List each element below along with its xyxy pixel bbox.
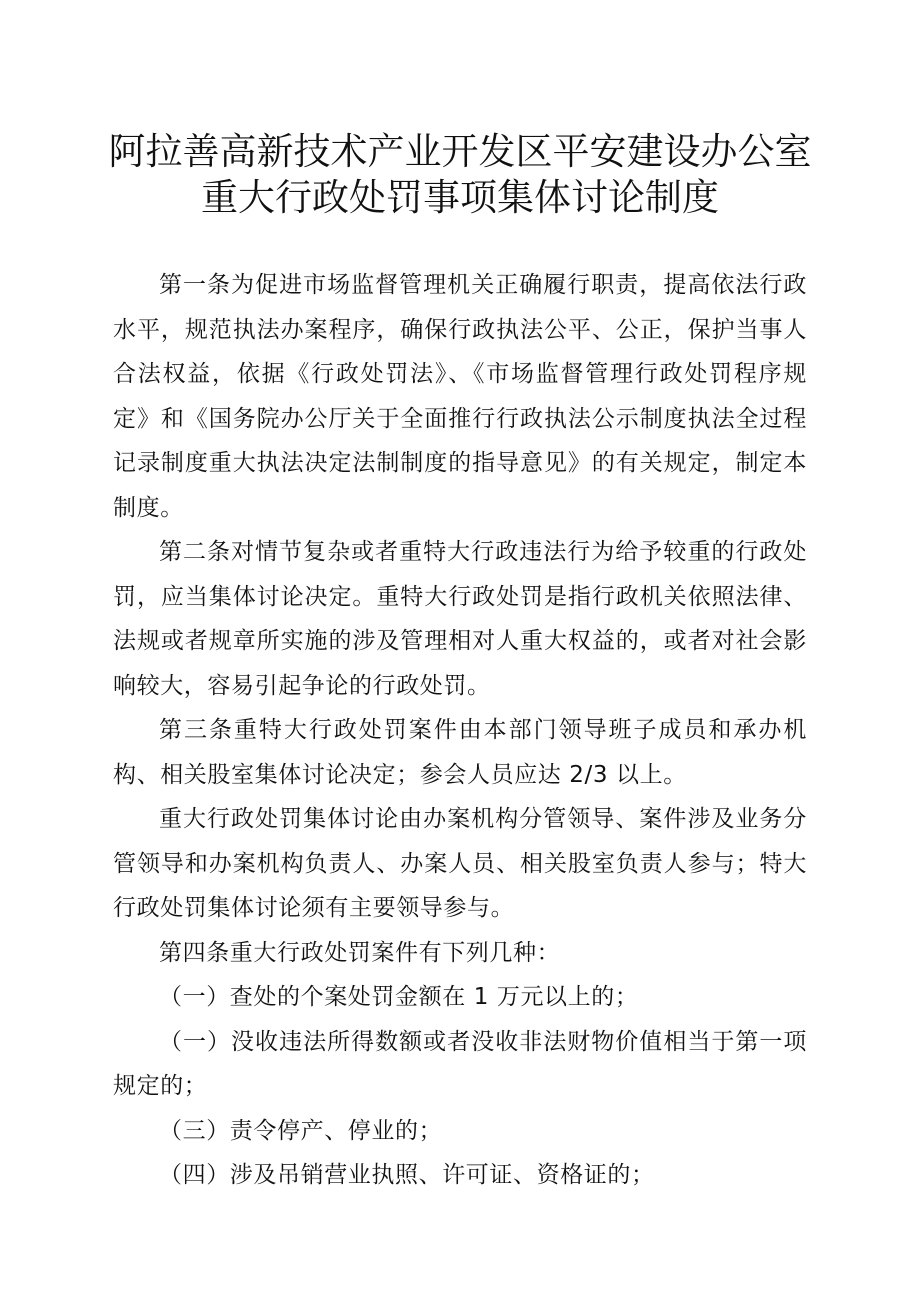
article-4-item-1: （一）查处的个案处罚金额在 1 万元以上的； xyxy=(159,984,639,1010)
article-3-participants-paragraph: 重大行政处罚集体讨论由办案机构分管领导、案件涉及业务分管领导和办案机构负责人、办案人员、相关股室负责人参与；特大行政处罚集体讨论须有主要领导参与。 xyxy=(113,806,807,921)
article-2-paragraph: 第二条对情节复杂或者重特大行政违法行为给予较重的行政处罚，应当集体讨论决定。重特大行政处罚是指行政机关依照法律、法规或者规章所实施的涉及管理相对人重大权益的，或者对社会影响较大，容易引起争论的行政处罚。 xyxy=(113,539,807,699)
article-4-item-2: （一）没收违法所得数额或者没收非法财物价值相当于第一项规定的； xyxy=(113,1028,807,1099)
article-4-item-4: （四）涉及吊销营业执照、许可证、资格证的； xyxy=(159,1162,655,1188)
document-title-line-1: 阿拉善高新技术产业开发区平安建设办公室 xyxy=(108,130,812,173)
article-3-paragraph: 第三条重特大行政处罚案件由本部门领导班子成员和承办机构、相关股室集体讨论决定；参会人员应达 2/3 以上。 xyxy=(113,717,807,788)
article-4-item-3: （三）责令停产、停业的； xyxy=(159,1117,443,1144)
document-title-line-2: 重大行政处罚事项集体讨论制度 xyxy=(201,176,719,219)
article-1-paragraph: 第一条为促进市场监督管理机关正确履行职责，提高依法行政水平，规范执法办案程序，确保行政执法公平、公正，保护当事人合法权益，依据《行政处罚法》、《市场监督管理行政处罚程序规定》和《国务院办公厅关于全面推行行政执法公示制度执法全过程记录制度重大执法决定法制制度的指导意见》的有关规定，制定本制度。 xyxy=(113,272,807,521)
document-body xyxy=(113,263,807,1198)
article-4-paragraph: 第四条重大行政处罚案件有下列几种： xyxy=(159,939,561,966)
